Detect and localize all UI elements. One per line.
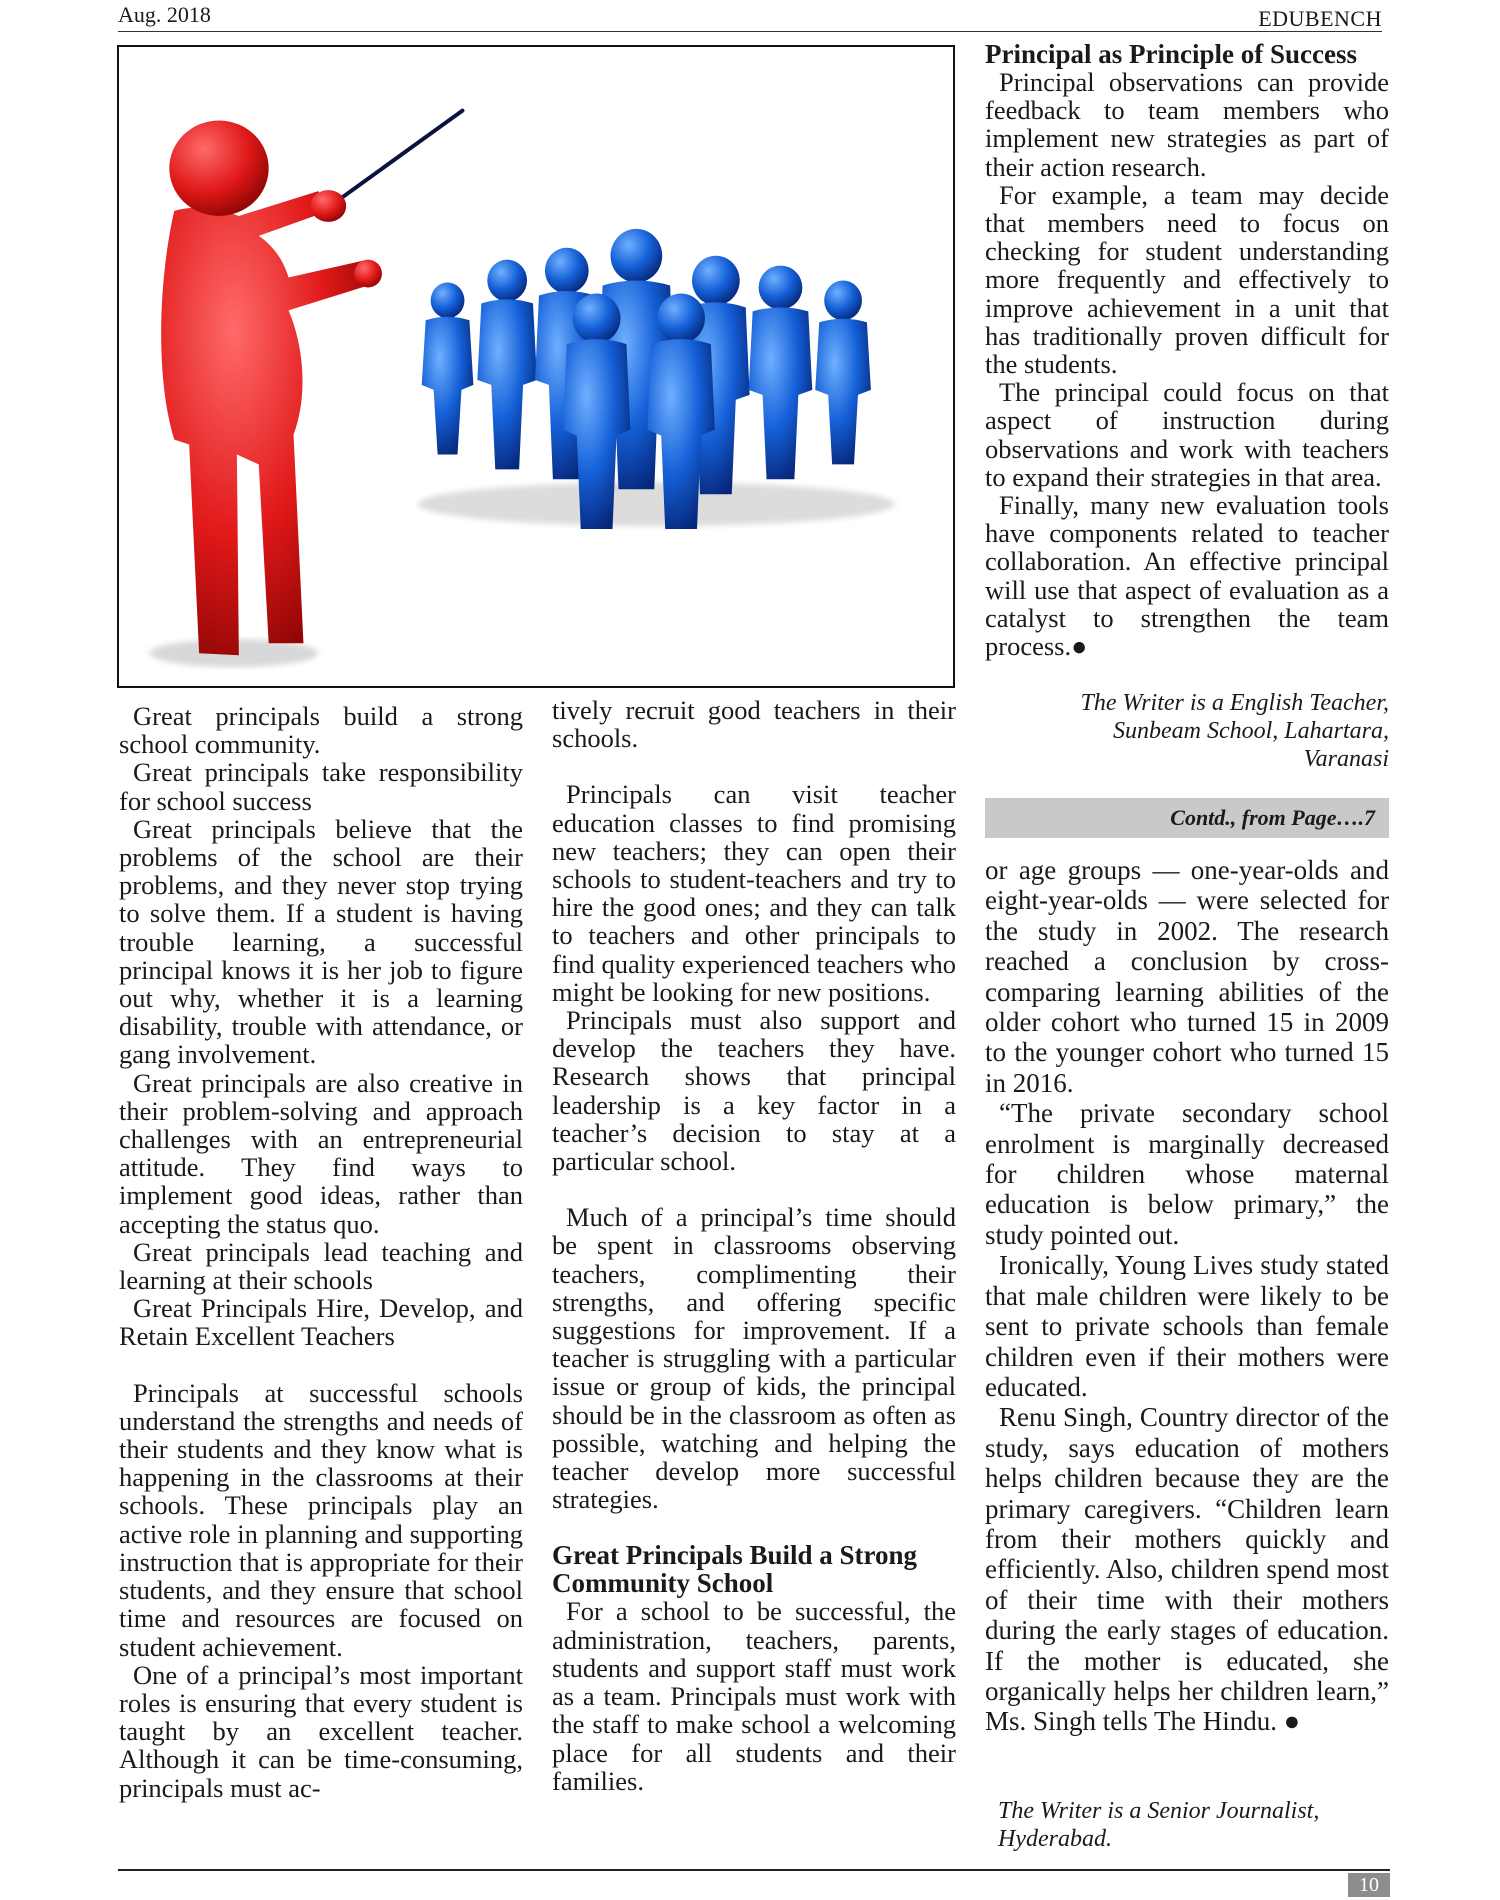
paragraph: Ironically, Young Lives study stated that male children were likely to be sent to private schools than female children even if their mothers were educated. [985,1250,1389,1402]
paragraph: Great Principals Hire, Develop, and Retain Excellent Teachers [119,1293,523,1352]
paragraph: Principals must also support and develop the teachers they have. Research shows that principal leadership is a key factor in a teacher’s decision to stay at a particular school. [552,1005,956,1177]
paragraph: Principal observations can provide feedback to team members who implement new strategies as part of their action research. [985,67,1389,182]
paragraph: For a school to be successful, the administration, teachers, parents, students and support staff must work as a team. Principals must work with the staff to make school a welcoming place for all students and their families. [552,1596,956,1796]
paragraph: Finally, many new evaluation tools have components related to teacher collaboration. An effective principal will use that aspect of evaluation as a catalyst to strengthen the team process.● [985,490,1389,662]
paragraph: tively recruit good teachers in their schools. [552,695,956,754]
blue-students-group [418,229,895,529]
paragraph: One of a principal’s most important roles is ensuring that every student is taught by an excellent teacher. Although it can be time-consuming, principals must ac- [119,1659,523,1803]
end-mark: ● [1071,631,1088,662]
article-column-3 [985,40,1389,660]
paragraph: Renu Singh, Country director of the study, says education of mothers helps children because they are the primary caregivers. “Children learn from their mothers quickly and efficiently. Also, children spend most of their time with their mothers during the early stages of education. If the mother is educated, she organically helps her children learn,” Ms. Singh tells The Hindu. ● [985,1402,1389,1737]
paragraph: Much of a principal’s time should be spent in classrooms observing teachers, complimenting their strengths, and offering specific suggestions for improvement. If a teacher is struggling with a particular issue or group of kids, the principal should be in the classroom as often as possible, watching and helping the teacher develop more successful strategies. [552,1202,956,1515]
continued-article [985,855,1389,1737]
author-credit-2: The Writer is a Senior Journalist, Hyderabad. [998,1798,1320,1852]
paragraph: “The private secondary school enrolment is marginally decreased for children whose maternal education is below primary,” the study pointed out. [985,1098,1389,1250]
teacher-pointing-to-students-figures [119,47,953,686]
article-column-2 [552,696,956,1795]
issue-date: Aug. 2018 [118,2,211,27]
continued-banner: Contd., from Page….7 [985,798,1389,838]
red-teacher-figure [149,121,382,668]
article-photo [117,45,955,688]
paragraph: or age groups — one-year-olds and eight-year-olds — were selected for the study in 2002. The research reached a conclusion by cross-comparing learning abilities of the older cohort who turned 15 in 2009 to the younger cohort who turned 15 in 2016. [985,855,1389,1098]
paragraph: For example, a team may decide that members need to focus on checking for student understanding more frequently and effectively to improve achievement in a unit that has traditionally proven difficult for the students. [985,179,1389,380]
page-number: 10 [1348,1873,1390,1897]
end-mark: ● [1283,1706,1301,1737]
paragraph: Principals at successful schools understand the strengths and needs of their students and they know what is happening in the classrooms at their schools. These principals play an active role in planning and supporting instruction that is appropriate for their students, and they ensure that school time and resources are focused on student achievement. [119,1377,524,1662]
section-heading: Principal as Principle of Success [985,39,1357,69]
paragraph: Great principals take responsibility for school success [119,757,523,816]
paragraph: Principals can visit teacher education classes to find promising new teachers; they can open their schools to student-teachers and try to hire the good ones; and they can talk to teachers and other principals to find quality experienced teachers who might be looking for new positions. [552,779,956,1007]
footer-rule [118,1869,1390,1871]
paragraph: Great principals believe that the problems of the school are their problems, and they never stop trying to solve them. If a student is having trouble learning, a successful principal knows it is her job to figure out why, whether it is a learning disability, trouble with attendance, or gang involvement. [119,813,523,1070]
publication-name: EDUBENCH [1258,6,1382,31]
header-rule [118,31,1382,32]
paragraph: The principal could focus on that aspect of instruction during observations and work with teachers to expand their strategies in that area. [985,377,1389,492]
author-credit: The Writer is a English Teacher, Sunbeam School, Lahartara, Varanasi [1080,690,1389,772]
paragraph: Great principals build a strong school community. [119,701,523,760]
article-column-1 [119,702,523,1802]
paragraph: Great principals lead teaching and learning at their schools [119,1236,523,1296]
section-heading: Great Principals Build a Strong Community School [552,1540,918,1599]
paragraph: Great principals are also creative in their problem-solving and approach challenges with an entrepreneurial attitude. They find ways to implement good ideas, rather than accepting the status quo. [119,1067,523,1239]
